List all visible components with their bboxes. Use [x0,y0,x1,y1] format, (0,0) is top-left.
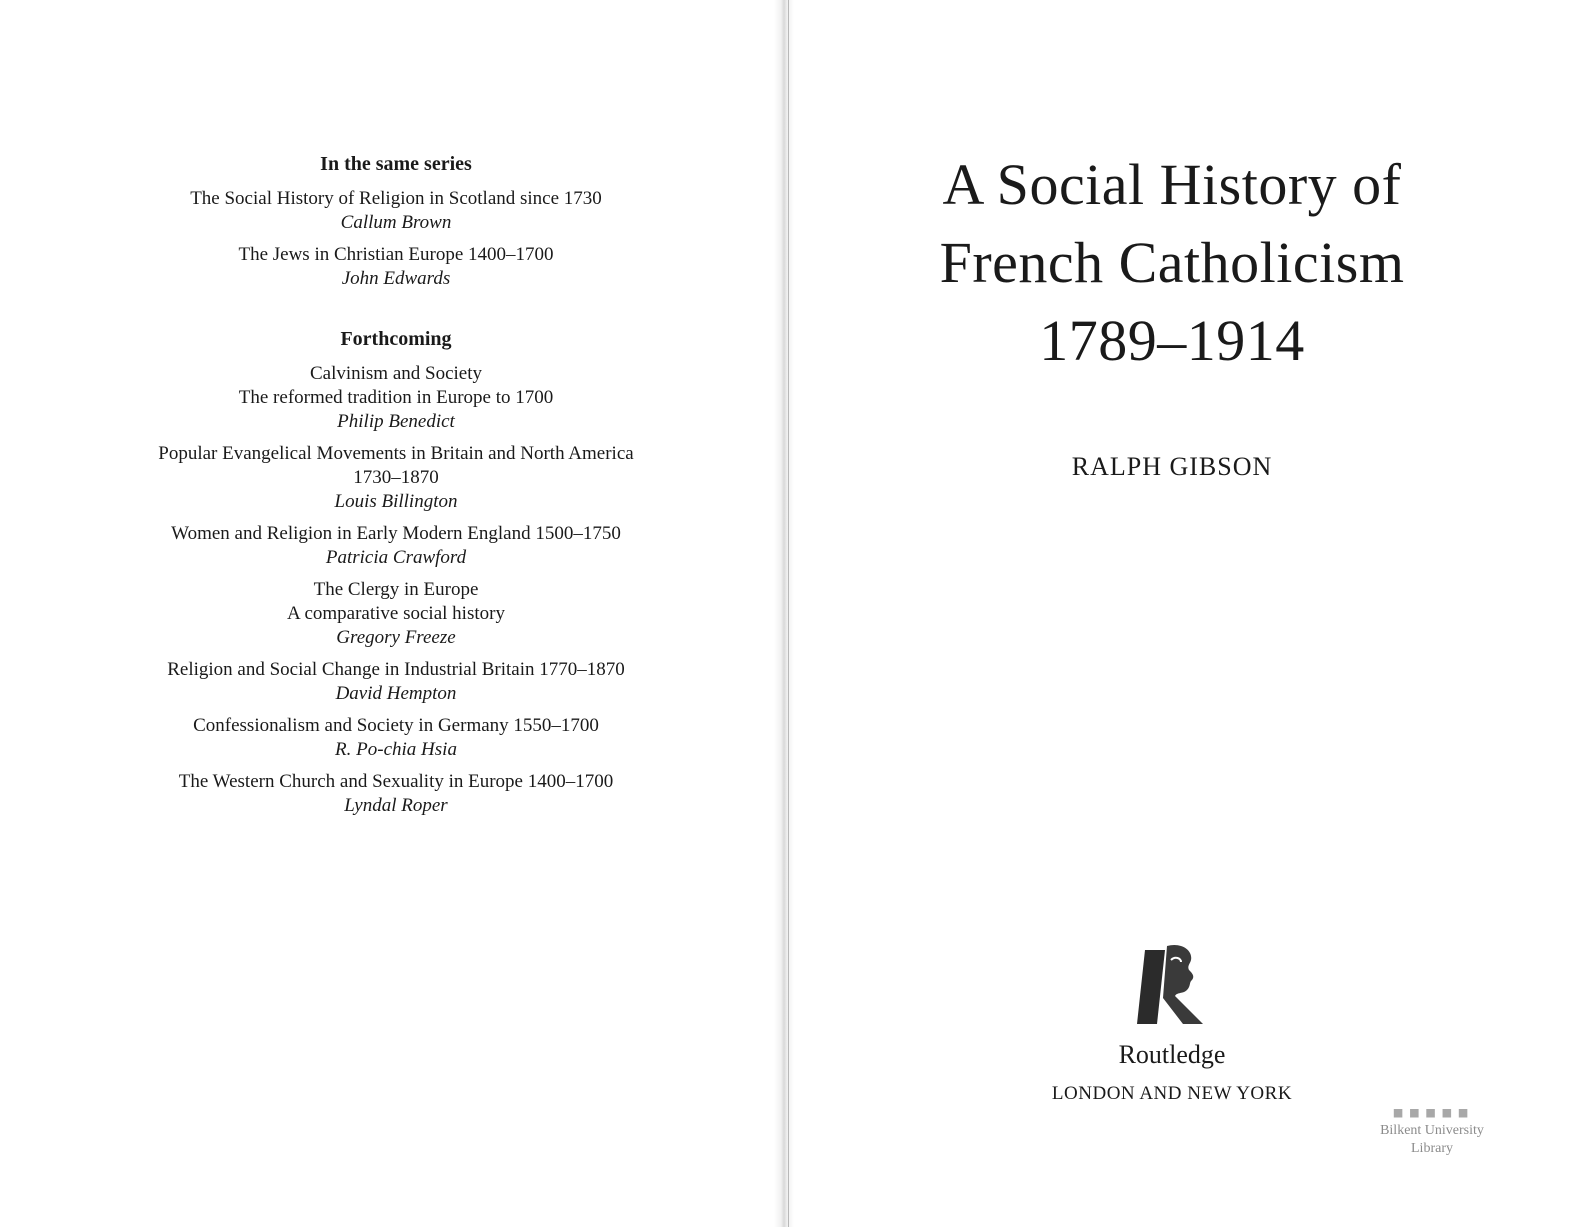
publisher-place: LONDON AND NEW YORK [1051,1083,1293,1104]
forthcoming-entry-title: Religion and Social Change in Industrial Britain 1770–1870 [167,659,625,680]
forthcoming-entry-author: Lyndal Roper [344,795,448,816]
forthcoming-entry [96,658,696,706]
book-title-line: A Social History of [942,152,1402,217]
stamp-line: Library [1411,1141,1453,1156]
forthcoming-entry [96,362,696,434]
forthcoming-entry [96,522,696,570]
same-series-heading: In the same series [320,153,472,175]
forthcoming-entry-title: Confessionalism and Society in Germany 1550–1700 [193,715,599,736]
forthcoming-entry-title: Women and Religion in Early Modern England 1500–1750 [171,523,621,544]
forthcoming-entry-title: Popular Evangelical Movements in Britain and North America [158,443,634,464]
book-author: RALPH GIBSON [1071,452,1273,481]
series-entry-author: Callum Brown [340,212,452,233]
gutter-fold-line [788,0,789,1227]
series-entry [96,187,696,235]
forthcoming-entry-author: Louis Billington [334,491,458,512]
book-title [792,146,1552,380]
forthcoming-entry [96,442,696,514]
logo-stem [1137,950,1165,1024]
forthcoming-entry-author: Patricia Crawford [325,547,467,568]
forthcoming-heading: Forthcoming [340,328,452,350]
library-stamp [1332,1100,1532,1176]
forthcoming-entry [96,770,696,818]
logo-profile-head [1163,945,1203,1024]
forthcoming-entry-subtitle: The reformed tradition in Europe to 1700 [238,387,554,408]
book-gutter [774,0,794,1227]
routledge-r-logo-icon [1137,940,1217,1030]
forthcoming-entry-author: Philip Benedict [337,411,455,432]
forthcoming-entry-title: The Clergy in Europe [313,579,479,600]
routledge-r-logo-icon [1137,940,1217,1030]
series-list [96,152,696,826]
forthcoming-entry-author: Gregory Freeze [336,627,456,648]
stamp-line: Bilkent University [1380,1123,1484,1138]
publisher-name: Routledge [1118,1040,1226,1069]
forthcoming-entry-title: Calvinism and Society [309,363,483,384]
forthcoming-entry-title: The Western Church and Sexuality in Europe 1400–1700 [178,771,614,792]
forthcoming-entry-author: David Hempton [335,683,457,704]
forthcoming-entry [96,578,696,650]
forthcoming-entry-subtitle: A comparative social history [287,603,505,624]
title-page [792,0,1571,1227]
series-entry-author: John Edwards [341,268,451,289]
book-title-dates: 1789–1914 [1039,308,1305,373]
forthcoming-entry [96,714,696,762]
series-entry [96,243,696,291]
forthcoming-entry-subtitle: 1730–1870 [353,467,439,488]
forthcoming-entry-author: R. Po-chia Hsia [335,739,457,760]
left-page [0,0,780,1227]
series-entry-title: The Jews in Christian Europe 1400–1700 [238,244,554,265]
book-title-line: French Catholicism [939,230,1405,295]
series-entry-title: The Social History of Religion in Scotland since 1730 [190,188,602,209]
stamp-number: ▪▪▪▪▪ [1391,1100,1473,1125]
